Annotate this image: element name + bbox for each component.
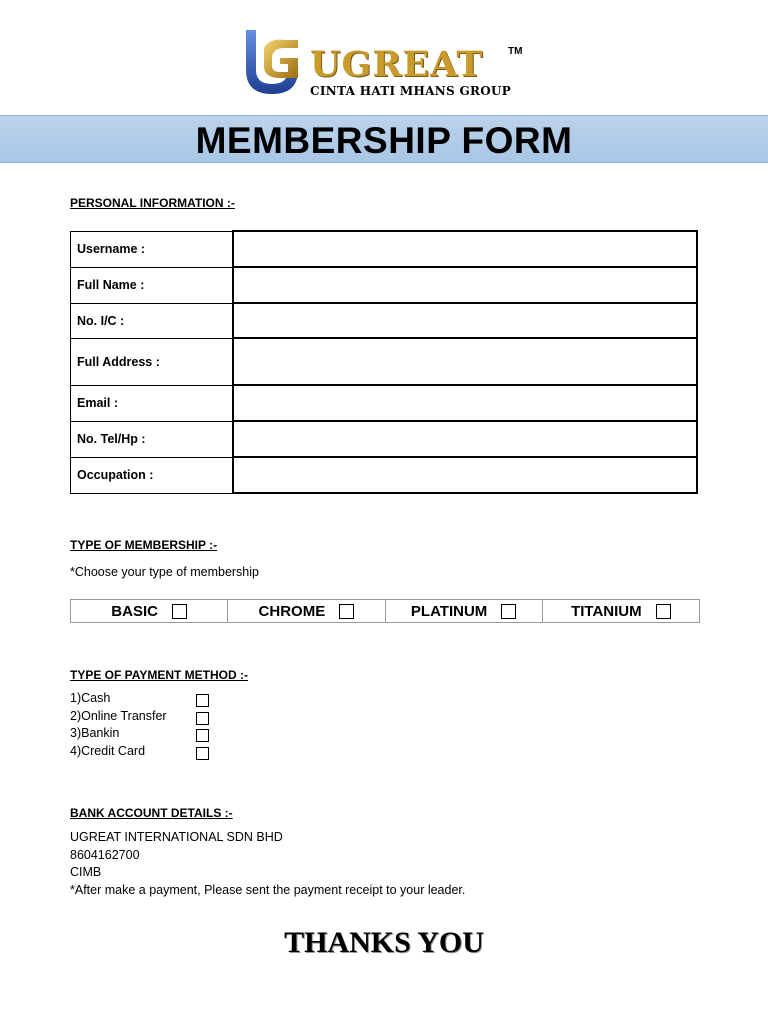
membership-option-label: BASIC [111,602,158,620]
ic-number-label: No. I/C : [71,303,234,338]
table-row [71,421,698,457]
full-name-field[interactable] [233,267,697,303]
payment-options [70,691,167,761]
membership-option-label: CHROME [258,602,326,620]
online-transfer-checkbox[interactable] [196,712,209,725]
title-banner [0,115,768,163]
payment-heading: TYPE OF PAYMENT METHOD :- [70,668,249,682]
ugreat-logo-icon [240,26,304,98]
membership-option-platinum[interactable] [386,600,543,622]
full-address-field[interactable] [233,338,697,385]
payment-option-label: 2)Online Transfer [70,708,167,723]
table-row [71,457,698,493]
platinum-checkbox[interactable] [501,604,516,619]
credit-card-checkbox[interactable] [196,747,209,760]
membership-option-basic[interactable] [71,600,228,622]
membership-note: *Choose your type of membership [70,565,259,579]
table-row [71,338,698,385]
payment-option-credit-card [70,744,167,762]
membership-options [70,599,700,623]
payment-option-label: 3)Bankin [70,726,120,740]
payment-option-bankin [70,726,167,744]
phone-field[interactable] [233,421,697,457]
page-title: MEMBERSHIP FORM [195,120,573,161]
bank-account-number: 8604162700 [70,847,140,862]
ic-number-field[interactable] [233,303,697,338]
membership-option-label: PLATINUM [410,602,488,620]
email-field[interactable] [233,385,697,421]
chrome-checkbox[interactable] [339,604,354,619]
personal-info-heading: PERSONAL INFORMATION :- [70,196,235,210]
brand-tagline: CINTA HATI MHANS GROUP [310,84,512,98]
brand-name: UGREAT [310,44,484,85]
bank-account-name: UGREAT INTERNATIONAL SDN BHD [70,830,283,844]
membership-option-titanium[interactable] [543,600,699,622]
email-label: Email : [71,385,234,421]
payment-option-label: 4)Credit Card [70,743,146,758]
company-logo [220,24,550,100]
membership-option-chrome[interactable] [228,600,385,622]
phone-label: No. Tel/Hp : [71,421,234,457]
payment-option-cash [70,691,167,709]
occupation-label: Occupation : [71,457,234,493]
full-address-label: Full Address : [71,338,234,385]
payment-option-online-transfer [70,709,167,727]
table-row [71,267,698,303]
bank-heading: BANK ACCOUNT DETAILS :- [70,806,233,820]
membership-option-label: TITANIUM [571,602,642,620]
membership-heading: TYPE OF MEMBERSHIP :- [70,538,218,552]
table-row [71,385,698,421]
payment-instruction: *After make a payment, Please sent the payment receipt to your leader. [70,882,466,897]
username-label: Username : [71,231,234,267]
username-field[interactable] [233,231,697,267]
payment-option-label: 1)Cash [70,691,111,705]
cash-checkbox[interactable] [196,694,209,707]
table-row [71,231,698,267]
closing-message: THANKS YOU [284,926,484,959]
basic-checkbox[interactable] [172,604,187,619]
full-name-label: Full Name : [71,267,234,303]
occupation-field[interactable] [233,457,697,493]
bank-details [70,829,465,899]
personal-info-table [70,230,698,494]
bank-name: CIMB [70,865,102,879]
titanium-checkbox[interactable] [656,604,671,619]
trademark-symbol: TM [508,46,523,57]
table-row [71,303,698,338]
bankin-checkbox[interactable] [196,729,209,742]
